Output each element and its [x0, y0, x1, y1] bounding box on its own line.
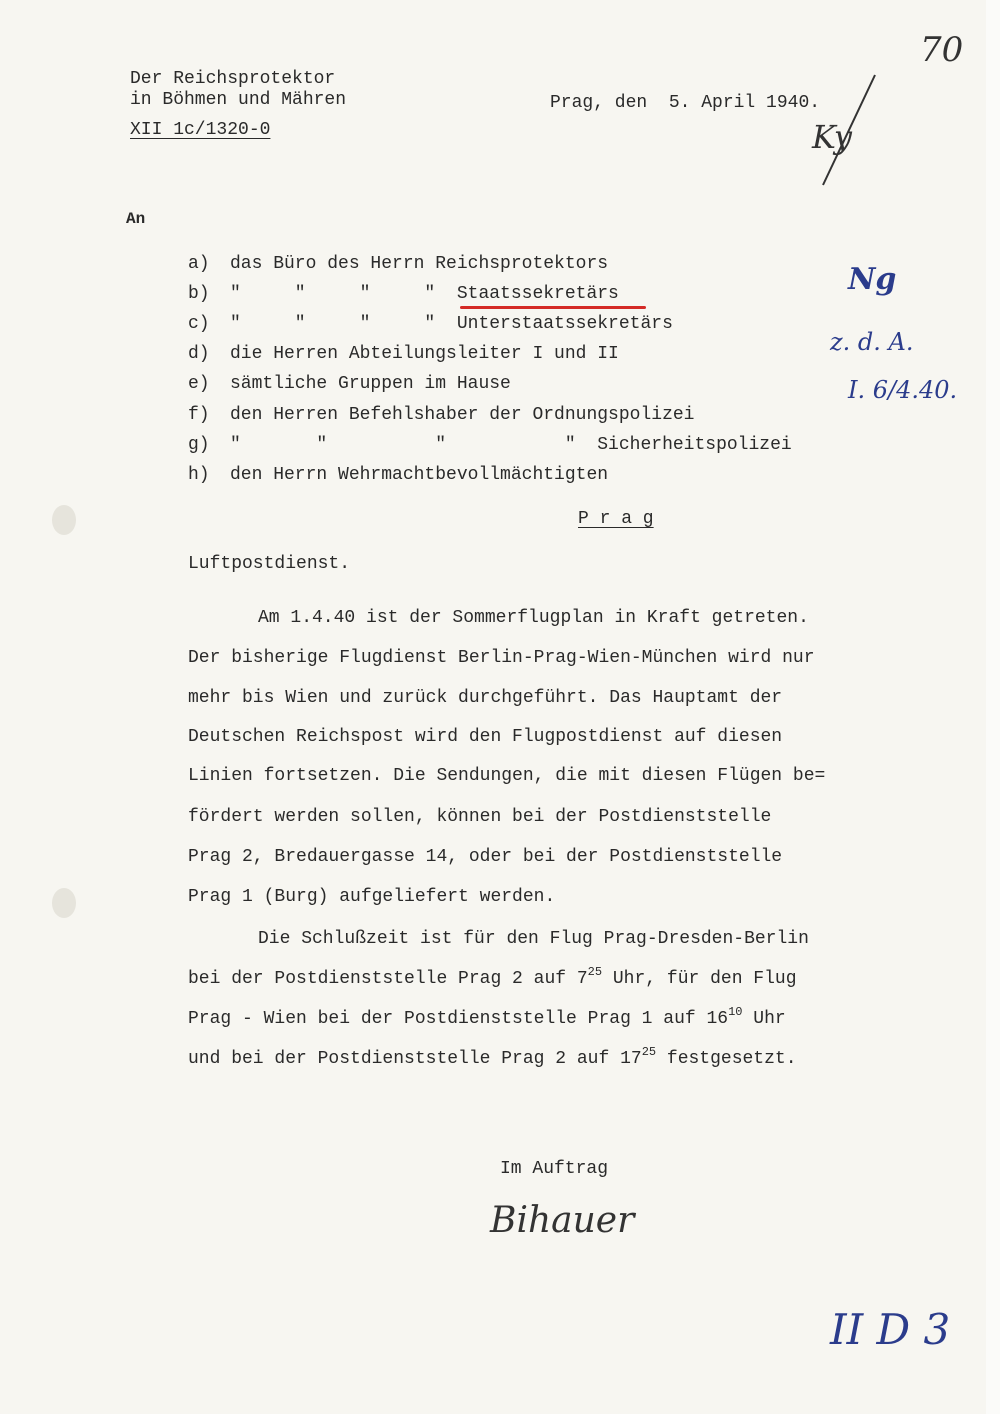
subject-line: Luftpostdienst. [188, 554, 351, 574]
body-line: Linien fortsetzen. Die Sendungen, die mit diesen Flügen be= [188, 766, 826, 786]
body-line: Die Schlußzeit ist für den Flug Prag-Dresden-Berlin [258, 929, 809, 949]
file-number: XII 1c/1320-0 [130, 120, 271, 140]
body-line-with-time: bei der Postdienststelle Prag 2 auf $7^{25}$ Uhr, für den Flug [188, 965, 797, 989]
recipient-c-letter: c) [188, 314, 210, 334]
recipient-e-letter: e) [188, 374, 210, 394]
recipient-g-text: " " " " Sicherheitspolizei [230, 435, 792, 455]
red-pencil-underline [460, 306, 646, 309]
recipient-c-text: " " " " Unterstaatssekretärs [230, 314, 673, 334]
body-line: mehr bis Wien und zurück durchgeführt. Das Hauptamt der [188, 688, 783, 708]
pencil-stroke-mark [815, 70, 885, 190]
margin-zda-annotation: z. d. A. [830, 328, 914, 356]
authority-line-1: Der Reichsprotektor [130, 69, 336, 89]
body-line: Prag 1 (Burg) aufgeliefert werden. [188, 887, 556, 907]
margin-initial-annotation: Ng [848, 262, 897, 297]
recipient-a-text: das Büro des Herrn Reichsprotektors [230, 254, 609, 274]
page-number-annotation: 70 [920, 30, 964, 70]
body-line: Am 1.4.40 ist der Sommerflugplan in Kraft getreten. [258, 608, 809, 628]
recipient-a-letter: a) [188, 254, 210, 274]
recipients-label: An [126, 210, 146, 228]
recipient-f-text: den Herren Befehlshaber der Ordnungspolizei [230, 405, 695, 425]
punch-hole-top [52, 505, 76, 535]
recipient-city: P r a g [578, 509, 654, 529]
body-line: Deutschen Reichspost wird den Flugpostdienst auf diesen [188, 727, 783, 747]
recipient-h-text: den Herrn Wehrmachtbevollmächtigten [230, 465, 609, 485]
bottom-code-annotation: II D 3 [830, 1305, 951, 1354]
page-edge [986, 0, 1000, 1414]
recipient-h-letter: h) [188, 465, 210, 485]
punch-hole-bottom [52, 888, 76, 918]
body-line: Prag 2, Bredauergasse 14, oder bei der Postdienststelle [188, 847, 783, 867]
margin-date-annotation: I. 6/4.40. [848, 376, 958, 404]
recipient-e-text: sämtliche Gruppen im Hause [230, 374, 511, 394]
recipient-b-text: " " " " Staatssekretärs [230, 284, 619, 304]
body-line-with-time: und bei der Postdienststelle Prag 2 auf $17^{25}$ festgesetzt. [188, 1045, 797, 1069]
authority-line-2: in Böhmen und Mähren [130, 90, 347, 110]
body-line-with-time: Prag - Wien bei der Postdienststelle Prag 1 auf $16^{10}$ Uhr [188, 1005, 786, 1029]
recipient-d-text: die Herren Abteilungsleiter I und II [230, 344, 619, 364]
place-date: Prag, den 5. April 1940. [550, 93, 821, 113]
initial-annotation: Ky [812, 118, 852, 156]
closing-in-order: Im Auftrag [500, 1159, 609, 1179]
recipient-b-letter: b) [188, 284, 210, 304]
recipient-f-letter: f) [188, 405, 210, 425]
body-line: fördert werden sollen, können bei der Postdienststelle [188, 807, 772, 827]
signature: Bihauer [490, 1200, 635, 1241]
recipient-g-letter: g) [188, 435, 210, 455]
recipient-d-letter: d) [188, 344, 210, 364]
body-line: Der bisherige Flugdienst Berlin-Prag-Wien-München wird nur [188, 648, 815, 668]
